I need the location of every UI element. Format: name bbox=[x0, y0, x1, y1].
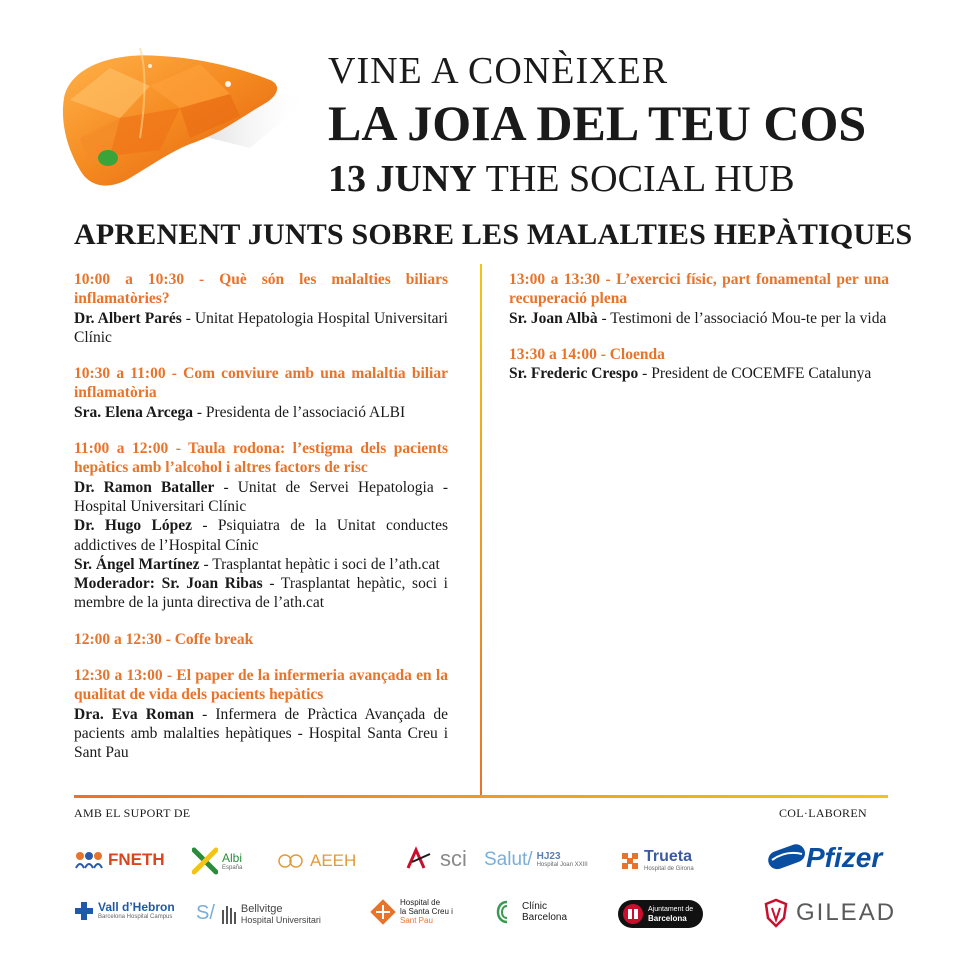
agenda-slot-title: 13:00 a 13:30 - L’exercici físic, part fonamental per una recuperació plena bbox=[509, 271, 889, 308]
logo-clinic bbox=[496, 900, 567, 924]
agenda-item bbox=[74, 364, 448, 422]
agenda-slot-title: 12:30 a 13:00 - El paper de la infermeria avançada en la qualitat de vida dels pacients hepàtics bbox=[74, 667, 448, 704]
speaker-role: - Psiquiatra de la Unitat conductes addictives de l’Hospital Cínic bbox=[74, 517, 448, 554]
speaker bbox=[74, 555, 448, 574]
speaker-name: Dra. Eva Roman bbox=[74, 705, 194, 723]
agenda-item bbox=[74, 666, 448, 762]
trueta-icon bbox=[620, 851, 640, 871]
speaker bbox=[509, 309, 889, 328]
agenda-item bbox=[509, 345, 889, 384]
aeeh-text: AEEH bbox=[310, 851, 357, 870]
collab-label: COL·LABOREN bbox=[779, 806, 867, 820]
salut-text: Salut/ bbox=[484, 849, 533, 870]
bellvitge-text: Bellvitge bbox=[240, 902, 283, 915]
ajuntament-line2: Barcelona bbox=[648, 914, 687, 923]
logo-gilead bbox=[764, 898, 896, 928]
speaker bbox=[74, 403, 448, 422]
pfizer-text: Pfizer bbox=[806, 842, 883, 873]
clinic-line2: Barcelona bbox=[522, 912, 568, 923]
speaker-name: Dr. Albert Parés bbox=[74, 309, 182, 327]
speaker-name: Dr. Ramon Bataller bbox=[74, 478, 215, 496]
logo-salut-hj23 bbox=[484, 849, 588, 871]
agenda-item bbox=[74, 439, 448, 613]
agenda-right-column bbox=[509, 270, 889, 400]
logo-albi bbox=[192, 846, 242, 876]
speaker-role: - Trasplantat hepàtic, soci i membre de la junta directiva de l’ath.cat bbox=[74, 575, 448, 612]
speaker bbox=[74, 705, 448, 763]
logo-bellvitge bbox=[196, 902, 321, 925]
speaker bbox=[74, 478, 448, 517]
ajuntament-line1: Ajuntament de bbox=[648, 906, 694, 913]
agenda-slot-title: 11:00 a 12:00 - Taula rodona: l’estigma dels pacients hepàtics amb l’alcohol i altres factors de risc bbox=[74, 440, 448, 477]
speaker-role: - Testimoni de l’associació Mou-te per la vida bbox=[597, 309, 887, 327]
agenda-item bbox=[509, 270, 889, 328]
hj23-sub: Hospital Joan XXIII bbox=[536, 862, 588, 868]
albi-text: Albi bbox=[222, 850, 243, 865]
column-divider bbox=[480, 264, 482, 796]
speaker-name: Sra. Elena Arcega bbox=[74, 403, 193, 421]
speaker-name: Moderador: Sr. Joan Ribas bbox=[74, 575, 263, 593]
bellvitge-icon bbox=[221, 904, 237, 924]
event-venue: THE SOCIAL HUB bbox=[485, 158, 795, 200]
speaker bbox=[509, 364, 889, 383]
speaker-name: Dr. Hugo López bbox=[74, 517, 192, 535]
pfizer-pill-icon bbox=[764, 836, 808, 880]
agenda-slot-title: 10:30 a 11:00 - Com conviure amb una malaltia biliar inflamatòria bbox=[74, 365, 448, 402]
event-title: LA JOIA DEL TEU COS bbox=[328, 95, 867, 151]
speaker-name: Sr. Ángel Martínez bbox=[74, 555, 200, 573]
trueta-text: Trueta bbox=[644, 848, 693, 865]
albi-sub: España bbox=[222, 864, 243, 871]
trueta-sub: Hospital de Girona bbox=[644, 866, 694, 872]
sant-pau-icon bbox=[370, 899, 396, 925]
agenda-item bbox=[74, 270, 448, 347]
header-line1: VINE A CONÈIXER bbox=[328, 50, 669, 92]
liver-illustration bbox=[50, 38, 320, 198]
agenda-slot-title: 12:00 a 12:30 - Coffe break bbox=[74, 630, 254, 648]
speaker-role: - Trasplantat hepàtic i soci de l’ath.cat bbox=[199, 555, 440, 573]
vall-hebron-text: Vall d’Hebron bbox=[98, 900, 175, 914]
logo-sant-pau bbox=[370, 898, 453, 925]
date-venue bbox=[328, 160, 795, 198]
logo-aeeh bbox=[278, 850, 356, 872]
sant-pau-line2: la Santa Creu i bbox=[400, 907, 453, 916]
sant-pau-line3: Sant Pau bbox=[400, 916, 433, 925]
subtitle: APRENENT JUNTS SOBRE LES MALALTIES HEPÀTIQUES bbox=[74, 218, 913, 251]
speaker bbox=[74, 309, 448, 348]
gilead-text: GILEAD bbox=[796, 899, 897, 926]
fneth-text: FNETH bbox=[108, 850, 165, 869]
agenda-slot-title: 13:30 a 14:00 - Cloenda bbox=[509, 345, 665, 363]
albi-icon bbox=[192, 846, 218, 876]
clinic-line1: Clínic bbox=[522, 901, 548, 912]
agenda-left-column bbox=[74, 270, 448, 780]
aeeh-icon bbox=[278, 850, 306, 872]
vall-hebron-sub: Barcelona Hospital Campus bbox=[98, 914, 173, 920]
support-label: AMB EL SUPORT DE bbox=[74, 806, 191, 820]
vall-hebron-icon bbox=[74, 900, 94, 922]
logo-fneth bbox=[74, 850, 165, 870]
clinic-icon bbox=[496, 900, 518, 924]
agenda-item bbox=[74, 630, 448, 649]
speaker-role: - Unitat Hepatologia Hospital Universitari Clínic bbox=[74, 309, 448, 346]
ajuntament-icon bbox=[622, 903, 644, 925]
bellvitge-slash: S/ bbox=[196, 902, 215, 924]
speaker-role: - Infermera de Pràctica Avançada de pacients amb malalties hepàtiques - Hospital Santa Creu i Sant Pau bbox=[74, 705, 448, 762]
logo-pfizer bbox=[764, 836, 882, 880]
sant-pau-line1: Hospital de bbox=[400, 898, 441, 907]
sci-text: sci bbox=[440, 846, 467, 871]
speaker-role: - Presidenta de l’associació ALBI bbox=[192, 403, 406, 421]
logo-ajuntament bbox=[618, 900, 703, 928]
logo-vall-hebron bbox=[74, 900, 175, 922]
footer-divider bbox=[74, 795, 888, 798]
speaker bbox=[74, 516, 448, 555]
logo-trueta bbox=[620, 848, 694, 873]
sci-icon bbox=[404, 846, 436, 872]
speaker bbox=[74, 574, 448, 613]
gilead-icon bbox=[764, 898, 788, 928]
speaker-role: - President de COCEMFE Catalunya bbox=[638, 365, 872, 383]
fneth-icon bbox=[74, 850, 104, 870]
event-date: 13 JUNY bbox=[328, 158, 477, 200]
speaker-role: - Unitat de Servei Hepatologia - Hospital Universitari Clínic bbox=[74, 478, 449, 515]
agenda-slot-title: 10:00 a 10:30 - Què són les malalties biliars inflamatòries? bbox=[74, 271, 448, 308]
bellvitge-sub: Hospital Universitari bbox=[240, 914, 321, 925]
speaker-name: Sr. Frederic Crespo bbox=[509, 365, 639, 383]
hj23-text: HJ23 bbox=[536, 851, 561, 862]
speaker-name: Sr. Joan Albà bbox=[509, 309, 598, 327]
logo-sci bbox=[404, 846, 467, 872]
